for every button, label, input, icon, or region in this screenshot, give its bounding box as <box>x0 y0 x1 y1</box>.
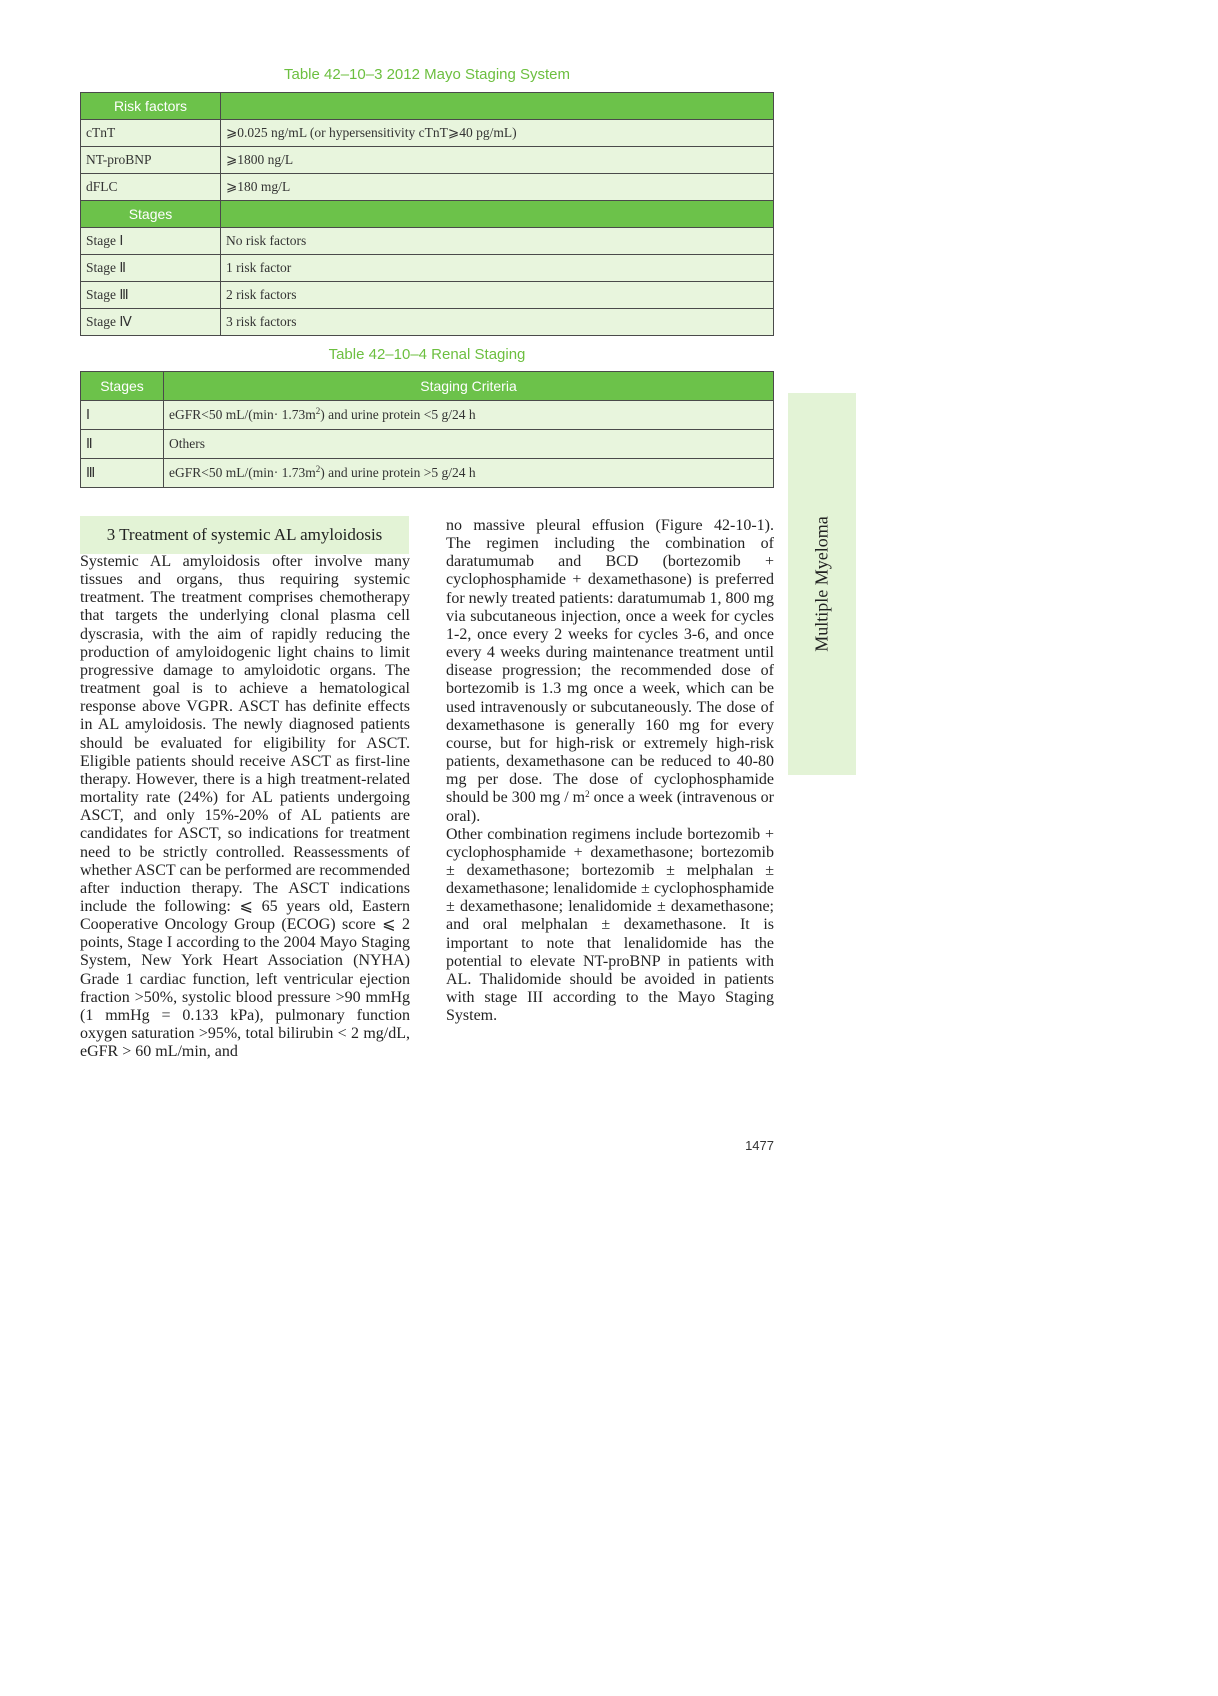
right-text-column <box>446 517 774 1025</box>
chapter-sidebar-tab <box>788 393 856 775</box>
renal-stage: Ⅲ <box>81 459 164 488</box>
paragraph-text: The regimen including the combination of daratumumab and BCD (bortezomib + cyclophosphamide + dexamethasone) is preferred for newly treated patients: daratumumab 1, 800 mg via subcutaneous injection, once a week for cycles 1-2, once every 2 weeks for cycles 3-6, and once every 4 weeks during maintenance treatment until disease progression; the recommended dose of bortezomib is 1.3 mg once a week, which can be used intravenously or subcutaneously. The dose of dexamethasone is generally 160 mg for every course, but for high-risk or extremely high-risk patients, dexamethasone can be reduced to 40-80 mg per dose. The dose of cyclophosphamide should be <box>446 535 774 807</box>
stage-name: Stage Ⅱ <box>81 255 221 282</box>
page-number: 1477 <box>745 1138 774 1153</box>
superscript: 2 <box>585 789 590 800</box>
renal-stage: Ⅱ <box>81 430 164 459</box>
table-row <box>81 459 774 488</box>
stage-name: Stage Ⅲ <box>81 282 221 309</box>
superscript: 2 <box>315 464 321 474</box>
paragraph <box>446 535 774 826</box>
stage-name: Stage Ⅰ <box>81 228 221 255</box>
chapter-title: Multiple Myeloma <box>811 516 832 652</box>
risk-factor-threshold: ⩾180 mg/L <box>221 174 774 201</box>
risk-factor-name: NT-proBNP <box>81 147 221 174</box>
left-text-column <box>80 553 410 1061</box>
stage-criteria: 3 risk factors <box>221 309 774 336</box>
risk-factor-name: dFLC <box>81 174 221 201</box>
renal-criteria: Others <box>164 430 774 459</box>
table-row <box>81 282 774 309</box>
paragraph: no massive pleural effusion (Figure 42-10-1). <box>446 517 774 534</box>
table-row <box>81 174 774 201</box>
table-row <box>81 255 774 282</box>
table-row <box>81 228 774 255</box>
risk-factor-threshold: ⩾1800 ng/L <box>221 147 774 174</box>
stage-criteria: 2 risk factors <box>221 282 774 309</box>
paragraph: Systemic AL amyloidosis ofter involve many tissues and organs, thus requiring systemic treatment. The treatment comprises chemotherapy that targets the underlying clonal plasma cell dyscrasia, with the aim of rapidly reducing the production of amyloidogenic light chains to limit progressive damage to amyloidotic organs. The treatment goal is to achieve a hematological response above VGPR. ASCT has definite effects in AL amyloidosis. The newly diagnosed patients should be evaluated for eligibility for ASCT. Eligible patients should receive ASCT as first-line therapy. However, there is a high treatment-related mortality rate (24%) for AL patients undergoing ASCT, and only 15%-20% of AL patients are candidates for ASCT, so indications for treatment need to be strictly controlled. Reassessments of whether ASCT can be performed are recommended after induction therapy. The ASCT indications include the following: ⩽ 65 years old, Eastern Cooperative Oncology Group (ECOG) score ⩽ 2 points, Stage I according to the 2004 Mayo Staging System, New York Heart Association (NYHA) Grade 1 cardiac function, left ventricular ejection fraction >50%, systolic blood pressure >90 mmHg (1 mmHg = 0.133 kPa), pulmonary function oxygen saturation >95%, total bilirubin < 2 mg/dL, eGFR > 60 mL/min, and <box>80 553 410 1061</box>
stage-criteria: No risk factors <box>221 228 774 255</box>
table-row <box>81 430 774 459</box>
table-header-row <box>81 93 774 120</box>
header-risk-factors: Risk factors <box>81 93 221 120</box>
table-header-row <box>81 372 774 401</box>
table-row <box>81 309 774 336</box>
table-caption-mayo-staging: Table 42–10–3 2012 Mayo Staging System <box>283 66 571 83</box>
renal-criteria <box>164 401 774 430</box>
criteria-text: ) and urine protein <5 g/24 h <box>320 407 476 422</box>
criteria-text: ) and urine protein >5 g/24 h <box>320 465 476 480</box>
table-header-row <box>81 201 774 228</box>
criteria-text: eGFR<50 mL/(min· 1.73m <box>169 407 316 422</box>
superscript: 2 <box>315 406 321 416</box>
dose-text: once a week (intravenous or oral). <box>446 789 774 825</box>
header-stages: Stages <box>81 201 221 228</box>
risk-factor-threshold: ⩾0.025 ng/mL (or hypersensitivity cTnT⩾40 pg/mL) <box>221 120 774 147</box>
header-stages: Stages <box>81 372 164 401</box>
table-row <box>81 401 774 430</box>
renal-criteria <box>164 459 774 488</box>
section-heading: 3 Treatment of systemic AL amyloidosis <box>80 516 409 554</box>
renal-staging-table <box>80 371 774 488</box>
dose-text: 300 mg / m <box>511 789 586 807</box>
table-row <box>81 120 774 147</box>
table-caption-renal-staging: Table 42–10–4 Renal Staging <box>328 346 526 363</box>
mayo-staging-table <box>80 92 774 336</box>
risk-factor-name: cTnT <box>81 120 221 147</box>
table-row <box>81 147 774 174</box>
paragraph: Other combination regimens include bortezomib + cyclophosphamide + dexamethasone; bortezomib ± dexamethasone; bortezomib ± melphalan ± dexamethasone; lenalidomide ± cyclophosphamide ± dexamethasone; lenalidomide ± dexamethasone; and oral melphalan ± dexamethasone. It is important to note that lenalidomide has the potential to elevate NT-proBNP in patients with AL. Thalidomide should be avoided in patients with stage III according to the Mayo Staging System. <box>446 825 774 1025</box>
criteria-text: eGFR<50 mL/(min· 1.73m <box>169 465 316 480</box>
header-empty <box>221 201 774 228</box>
renal-stage: Ⅰ <box>81 401 164 430</box>
stage-criteria: 1 risk factor <box>221 255 774 282</box>
header-staging-criteria: Staging Criteria <box>164 372 774 401</box>
stage-name: Stage Ⅳ <box>81 309 221 336</box>
header-empty <box>221 93 774 120</box>
